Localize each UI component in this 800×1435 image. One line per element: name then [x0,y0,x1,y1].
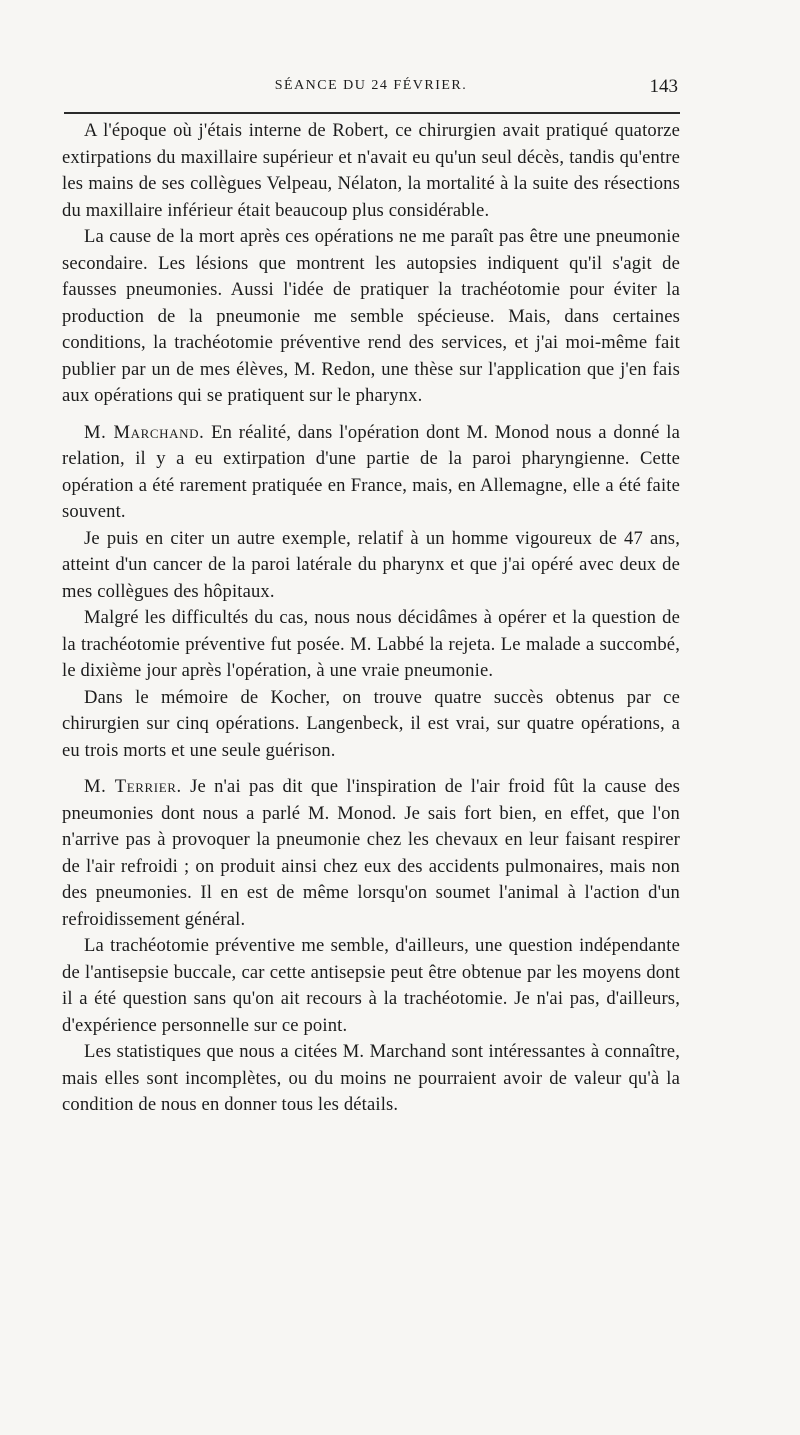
body-text [62,118,680,1119]
speaker-paragraph [62,420,680,526]
paragraph: Je puis en citer un autre exemple, relatif à un homme vigoureux de 47 ans, atteint d'un cancer de la paroi latérale du pharynx et que j'ai opéré avec deux de mes collègues des hôpitaux. [62,527,680,602]
speaker-name: M. Terrier. [84,776,182,797]
paragraph: La cause de la mort après ces opérations ne me paraît pas être une pneumonie secondaire. Les lésions que montrent les autopsies indiquent qu'il s'agit de fausses pneumonies. Aussi l'idée de pratiquer la trachéotomie pour éviter la production de la pneumonie me semble spécieuse. Mais, dans certaines conditions, la trachéotomie préventive rend des services, et j'ai moi-même fait publier par un de mes élèves, M. Redon, une thèse sur l'application que j'en fais aux opérations qui se pratiquent sur le pharynx. [62,226,680,406]
running-title: SÉANCE DU 24 FÉVRIER. [274,78,468,93]
speaker-name: M. Marchand. [84,421,205,443]
running-header [62,76,680,98]
paragraph: La trachéotomie préventive me semble, d'ailleurs, une question indépendante de l'antisepsie buccale, car cette antisepsie peut être obtenue par les moyens dont il a été question sans qu'on ait recours à la trachéotomie. Je n'ai pas, d'ailleurs, d'expérience personnelle sur ce point. [62,935,680,1036]
speaker-paragraph [62,774,680,933]
page-number: 143 [649,76,678,97]
paragraph-text: Je n'ai pas dit que l'inspiration de l'air froid fût la cause des pneumonies dont nous a parlé M. Monod. Je sais fort bien, en effet, que l'on n'arrive pas à provoquer la pneumonie chez les chevaux en leur faisant respirer de l'air refroidi ; on produit ainsi chez eux des accidents pulmonaires, mais non des pneumonies. Il en est de même lorsqu'on soumet l'animal à l'action d'un refroidissement général. [62,776,680,930]
header-rule [64,112,680,114]
paragraph: Malgré les difficultés du cas, nous nous décidâmes à opérer et la question de la trachéotomie préventive fut posée. M. Labbé la rejeta. Le malade a succombé, le dixième jour après l'opération, à une vraie pneumonie. [62,607,680,681]
paragraph: Dans le mémoire de Kocher, on trouve quatre succès obtenus par ce chirurgien sur cinq opérations. Langenbeck, il est vrai, sur quatre opérations, a eu trois morts et une seule guérison. [62,686,680,761]
paragraph: Les statistiques que nous a citées M. Marchand sont intéressantes à connaître, mais elles sont incomplètes, ou du moins ne pourraient avoir de valeur qu'à la condition de nous en donner tous les détails. [62,1041,680,1115]
paragraph: A l'époque où j'étais interne de Robert, ce chirurgien avait pratiqué quatorze extirpations du maxillaire supérieur et n'avait eu qu'un seul décès, tandis qu'entre les mains de ses collègues Velpeau, Nélaton, la mortalité à la suite des résections du maxillaire inférieur était beaucoup plus considérable. [62,120,680,221]
paragraph-text: En réalité, dans l'opération dont M. Monod nous a donné la relation, il y a eu extirpation d'une partie de la paroi pharyngienne. Cette opération a été rarement pratiquée en France, mais, en Allemagne, elle a été faite souvent. [62,421,680,522]
